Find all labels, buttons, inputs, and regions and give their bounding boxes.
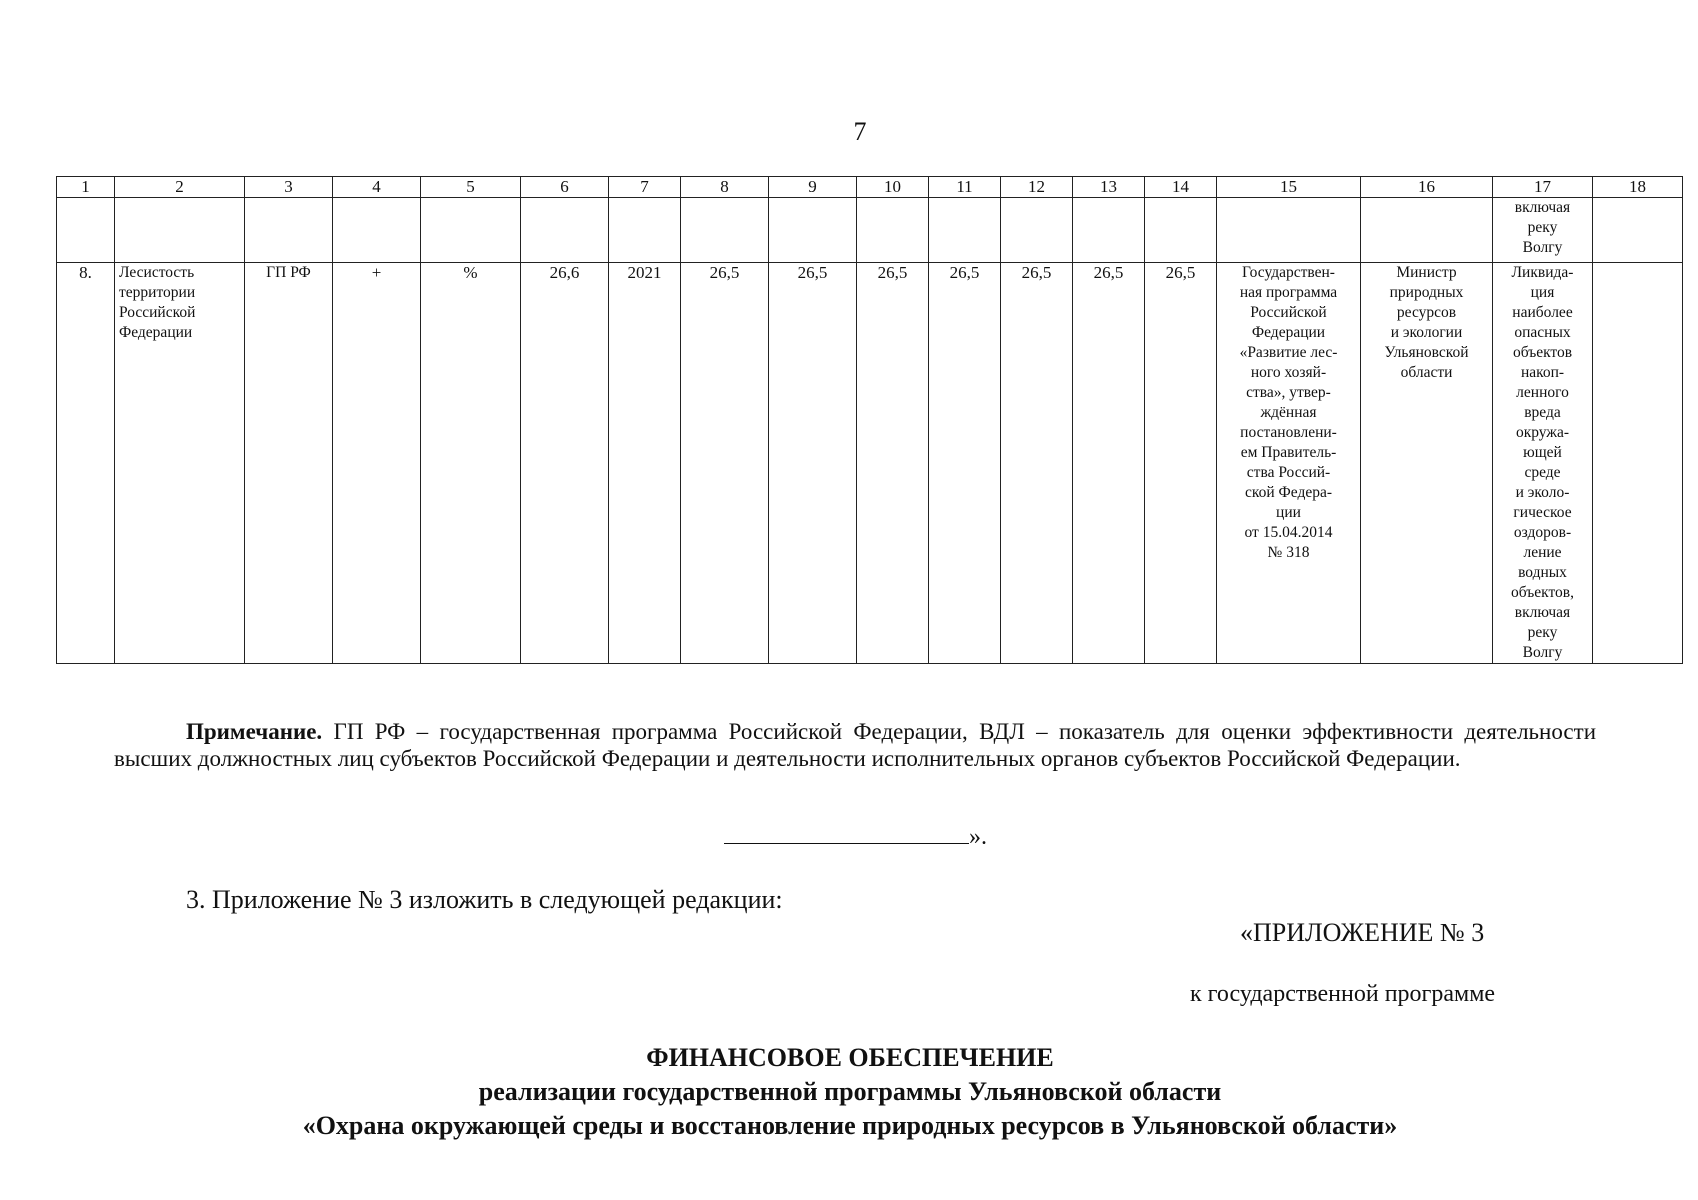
col-header: 8: [681, 177, 769, 198]
closing-quote: ».: [969, 824, 987, 850]
table-cell-base-year: 2021: [627, 263, 662, 282]
table-cell-value: 26,5: [949, 263, 980, 282]
appendix-title: «ПРИЛОЖЕНИЕ № 3: [1240, 918, 1485, 947]
table-cell-flag: +: [371, 263, 382, 282]
col-header: 9: [769, 177, 857, 198]
col-header: 15: [1217, 177, 1361, 198]
note-label: Примечание.: [186, 719, 323, 744]
table-cell-project: Ликвида- ция наиболее опасных объектов накоп- ленного вреда окружа- ющей среде и эколо- гическое оздоров- ление водных объектов, включая реку Волгу: [1511, 264, 1574, 661]
appendix-subtitle: к государственной программе: [1190, 981, 1496, 1007]
table-cell-base-value: 26,6: [549, 263, 580, 282]
table-cell-project-continued: включая реку Волгу: [1514, 199, 1571, 256]
table-cell-value: 26,5: [1093, 263, 1124, 282]
heading-program-name: «Охрана окружающей среды и восстановление природных ресурсов в Ульяновской области»: [302, 1111, 1398, 1140]
col-header: 7: [609, 177, 681, 198]
col-header: 12: [1001, 177, 1073, 198]
col-header: 5: [421, 177, 521, 198]
table-cell-program: Государствен- ная программа Российской Федерации «Развитие лес- ного хозяй- ства», утвер- ждённая постановлени- ем Правитель- ства Россий- ской Федера- ции от 15.04.2014 № 318: [1239, 264, 1338, 561]
col-header: 4: [333, 177, 421, 198]
table-header-row: [57, 177, 1683, 198]
table-cell-indicator-name: Лесистость территории Российской Федерации: [119, 264, 196, 341]
note-paragraph: [114, 718, 1596, 772]
table-cell-value: 26,5: [709, 263, 740, 282]
table-row-continuation: [57, 198, 1683, 263]
table-row: [57, 263, 1683, 664]
table-cell-source: ГП РФ: [266, 264, 311, 281]
table-cell-value: 26,5: [797, 263, 828, 282]
note-text: ГП РФ – государственная программа Российской Федерации, ВДЛ – показатель для оценки эффективности деятельности высших должностных лиц субъектов Российской Федерации и деятельности исполнительных органов субъектов Российской Федерации.: [114, 719, 1597, 771]
item-3-text: 3. Приложение № 3 изложить в следующей редакции:: [186, 885, 783, 914]
col-header: 1: [57, 177, 115, 198]
col-header: 18: [1593, 177, 1683, 198]
underline-rule: [724, 825, 969, 844]
col-header: 16: [1361, 177, 1493, 198]
closing-line: [724, 823, 987, 851]
col-header: 3: [245, 177, 333, 198]
heading-subtitle: реализации государственной программы Ульяновской области: [478, 1077, 1222, 1106]
col-header: 6: [521, 177, 609, 198]
col-header: 13: [1073, 177, 1145, 198]
table-cell-responsible: Министр природных ресурсов и экологии Ульяновской области: [1384, 264, 1469, 381]
col-header: 10: [857, 177, 929, 198]
col-header: 11: [929, 177, 1001, 198]
table-cell-unit: %: [463, 263, 478, 282]
table-cell-value: 26,5: [1021, 263, 1052, 282]
table-cell-value: 26,5: [1165, 263, 1196, 282]
table-cell-value: 26,5: [877, 263, 908, 282]
page-number: 7: [853, 117, 867, 146]
col-header: 17: [1493, 177, 1593, 198]
heading-title: ФИНАНСОВОЕ ОБЕСПЕЧЕНИЕ: [646, 1043, 1054, 1072]
col-header: 2: [115, 177, 245, 198]
indicators-table: [56, 176, 1683, 664]
table-cell-row-number: 8.: [79, 263, 92, 282]
col-header: 14: [1145, 177, 1217, 198]
